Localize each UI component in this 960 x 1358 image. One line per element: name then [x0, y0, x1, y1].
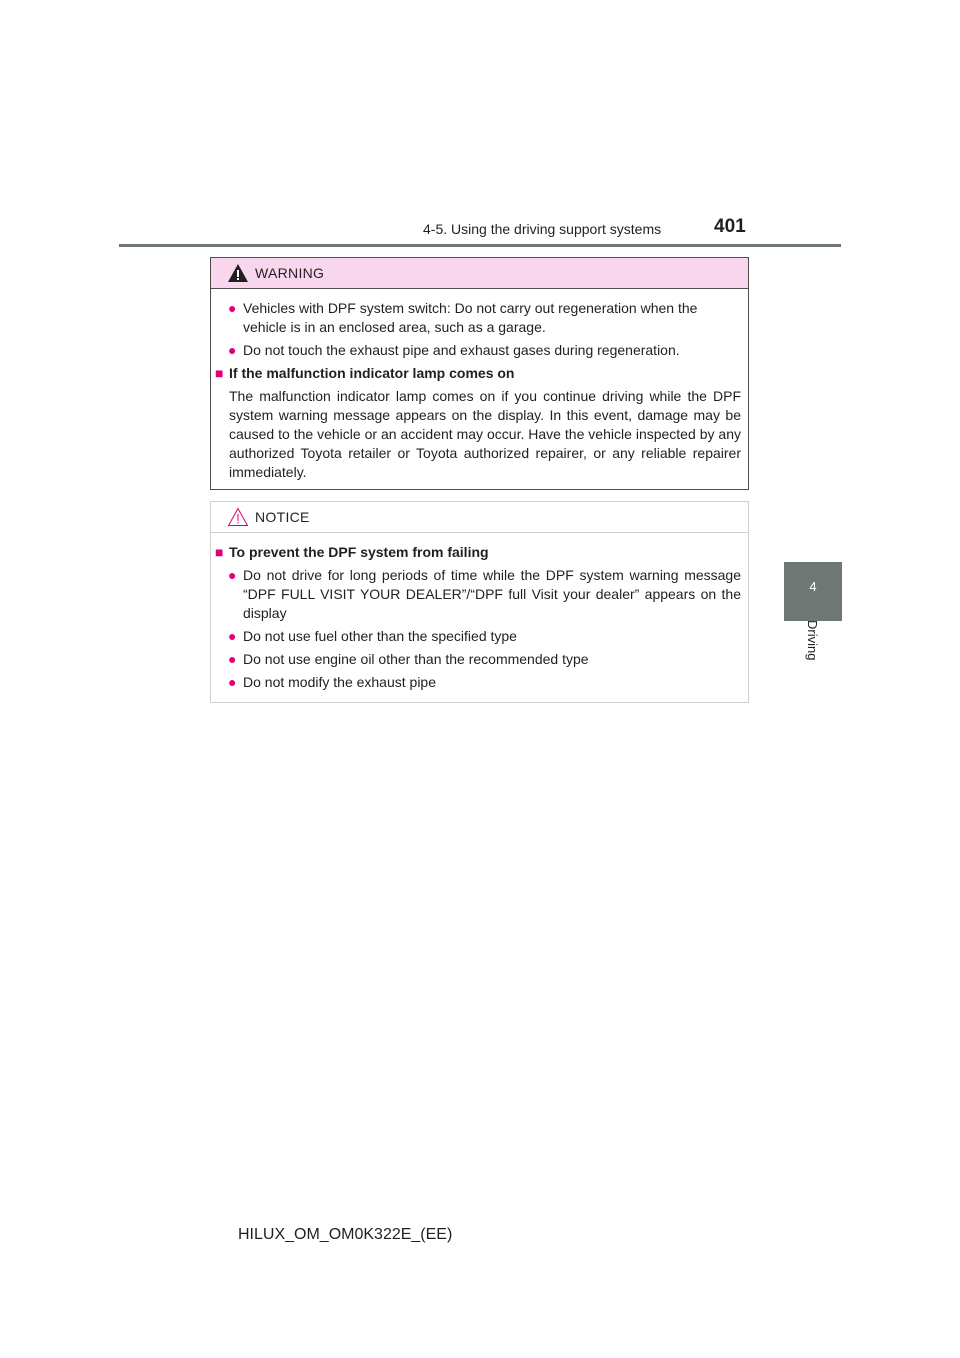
document-code: HILUX_OM_OM0K322E_(EE)	[238, 1226, 453, 1243]
warning-header	[211, 258, 748, 289]
bullet-dot-icon: ●	[228, 300, 237, 316]
warning-box	[210, 257, 749, 490]
chapter-tab[interactable]	[784, 562, 842, 621]
notice-bullet	[215, 566, 741, 623]
warning-body	[211, 289, 748, 482]
notice-body	[211, 533, 748, 692]
notice-bullet-text: Do not drive for long periods of time while the DPF system warning message “DPF FULL VISIT YOUR DEALER”/“DPF full Visit your dealer” appears on the display	[243, 567, 741, 621]
warning-section-heading-text: If the malfunction indicator lamp comes on	[229, 365, 515, 381]
notice-bullet	[215, 650, 741, 669]
chapter-number: 4	[809, 579, 817, 594]
warning-section-heading	[215, 364, 741, 383]
notice-bullet	[215, 673, 741, 692]
warning-bullet	[215, 341, 741, 360]
square-bullet-icon: ■	[215, 365, 224, 381]
notice-bullet	[215, 627, 741, 646]
section-title: 4-5. Using the driving support systems	[423, 221, 662, 237]
bullet-dot-icon: ●	[228, 567, 237, 583]
warning-bullet	[215, 299, 741, 337]
warning-bullet-text: Do not touch the exhaust pipe and exhaust gases during regeneration.	[243, 342, 680, 358]
notice-bullet-text: Do not modify the exhaust pipe	[243, 674, 437, 690]
bullet-dot-icon: ●	[228, 651, 237, 667]
chapter-label: Driving	[805, 620, 820, 661]
warning-bullet-text: Vehicles with DPF system switch: Do not carry out regeneration when the vehicle is in an enclosed area, such as a garage.	[243, 300, 698, 335]
notice-title: NOTICE	[255, 509, 310, 525]
page-number: 401	[714, 216, 746, 237]
warning-title: WARNING	[255, 265, 325, 281]
warning-section-body: The malfunction indicator lamp comes on if you continue driving while the DPF system warning message appears on the display. In this event, damage may be caused to the vehicle or an accident may occur. Have the vehicle inspected by any authorized Toyota retailer or Toyota authorized repairer, or any reliable repairer immediately.	[229, 388, 741, 480]
warning-triangle-icon	[227, 263, 249, 283]
notice-section-heading	[215, 543, 741, 562]
notice-bullet-text: Do not use fuel other than the specified type	[243, 628, 517, 644]
bullet-dot-icon: ●	[228, 628, 237, 644]
square-bullet-icon: ■	[215, 544, 224, 560]
bullet-dot-icon: ●	[228, 674, 237, 690]
bullet-dot-icon: ●	[228, 342, 237, 358]
notice-section-heading-text: To prevent the DPF system from failing	[229, 544, 489, 560]
notice-bullet-text: Do not use engine oil other than the recommended type	[243, 651, 589, 667]
notice-triangle-icon	[227, 507, 249, 527]
notice-box	[210, 501, 749, 703]
notice-header	[211, 502, 748, 533]
header-rule	[119, 244, 841, 247]
